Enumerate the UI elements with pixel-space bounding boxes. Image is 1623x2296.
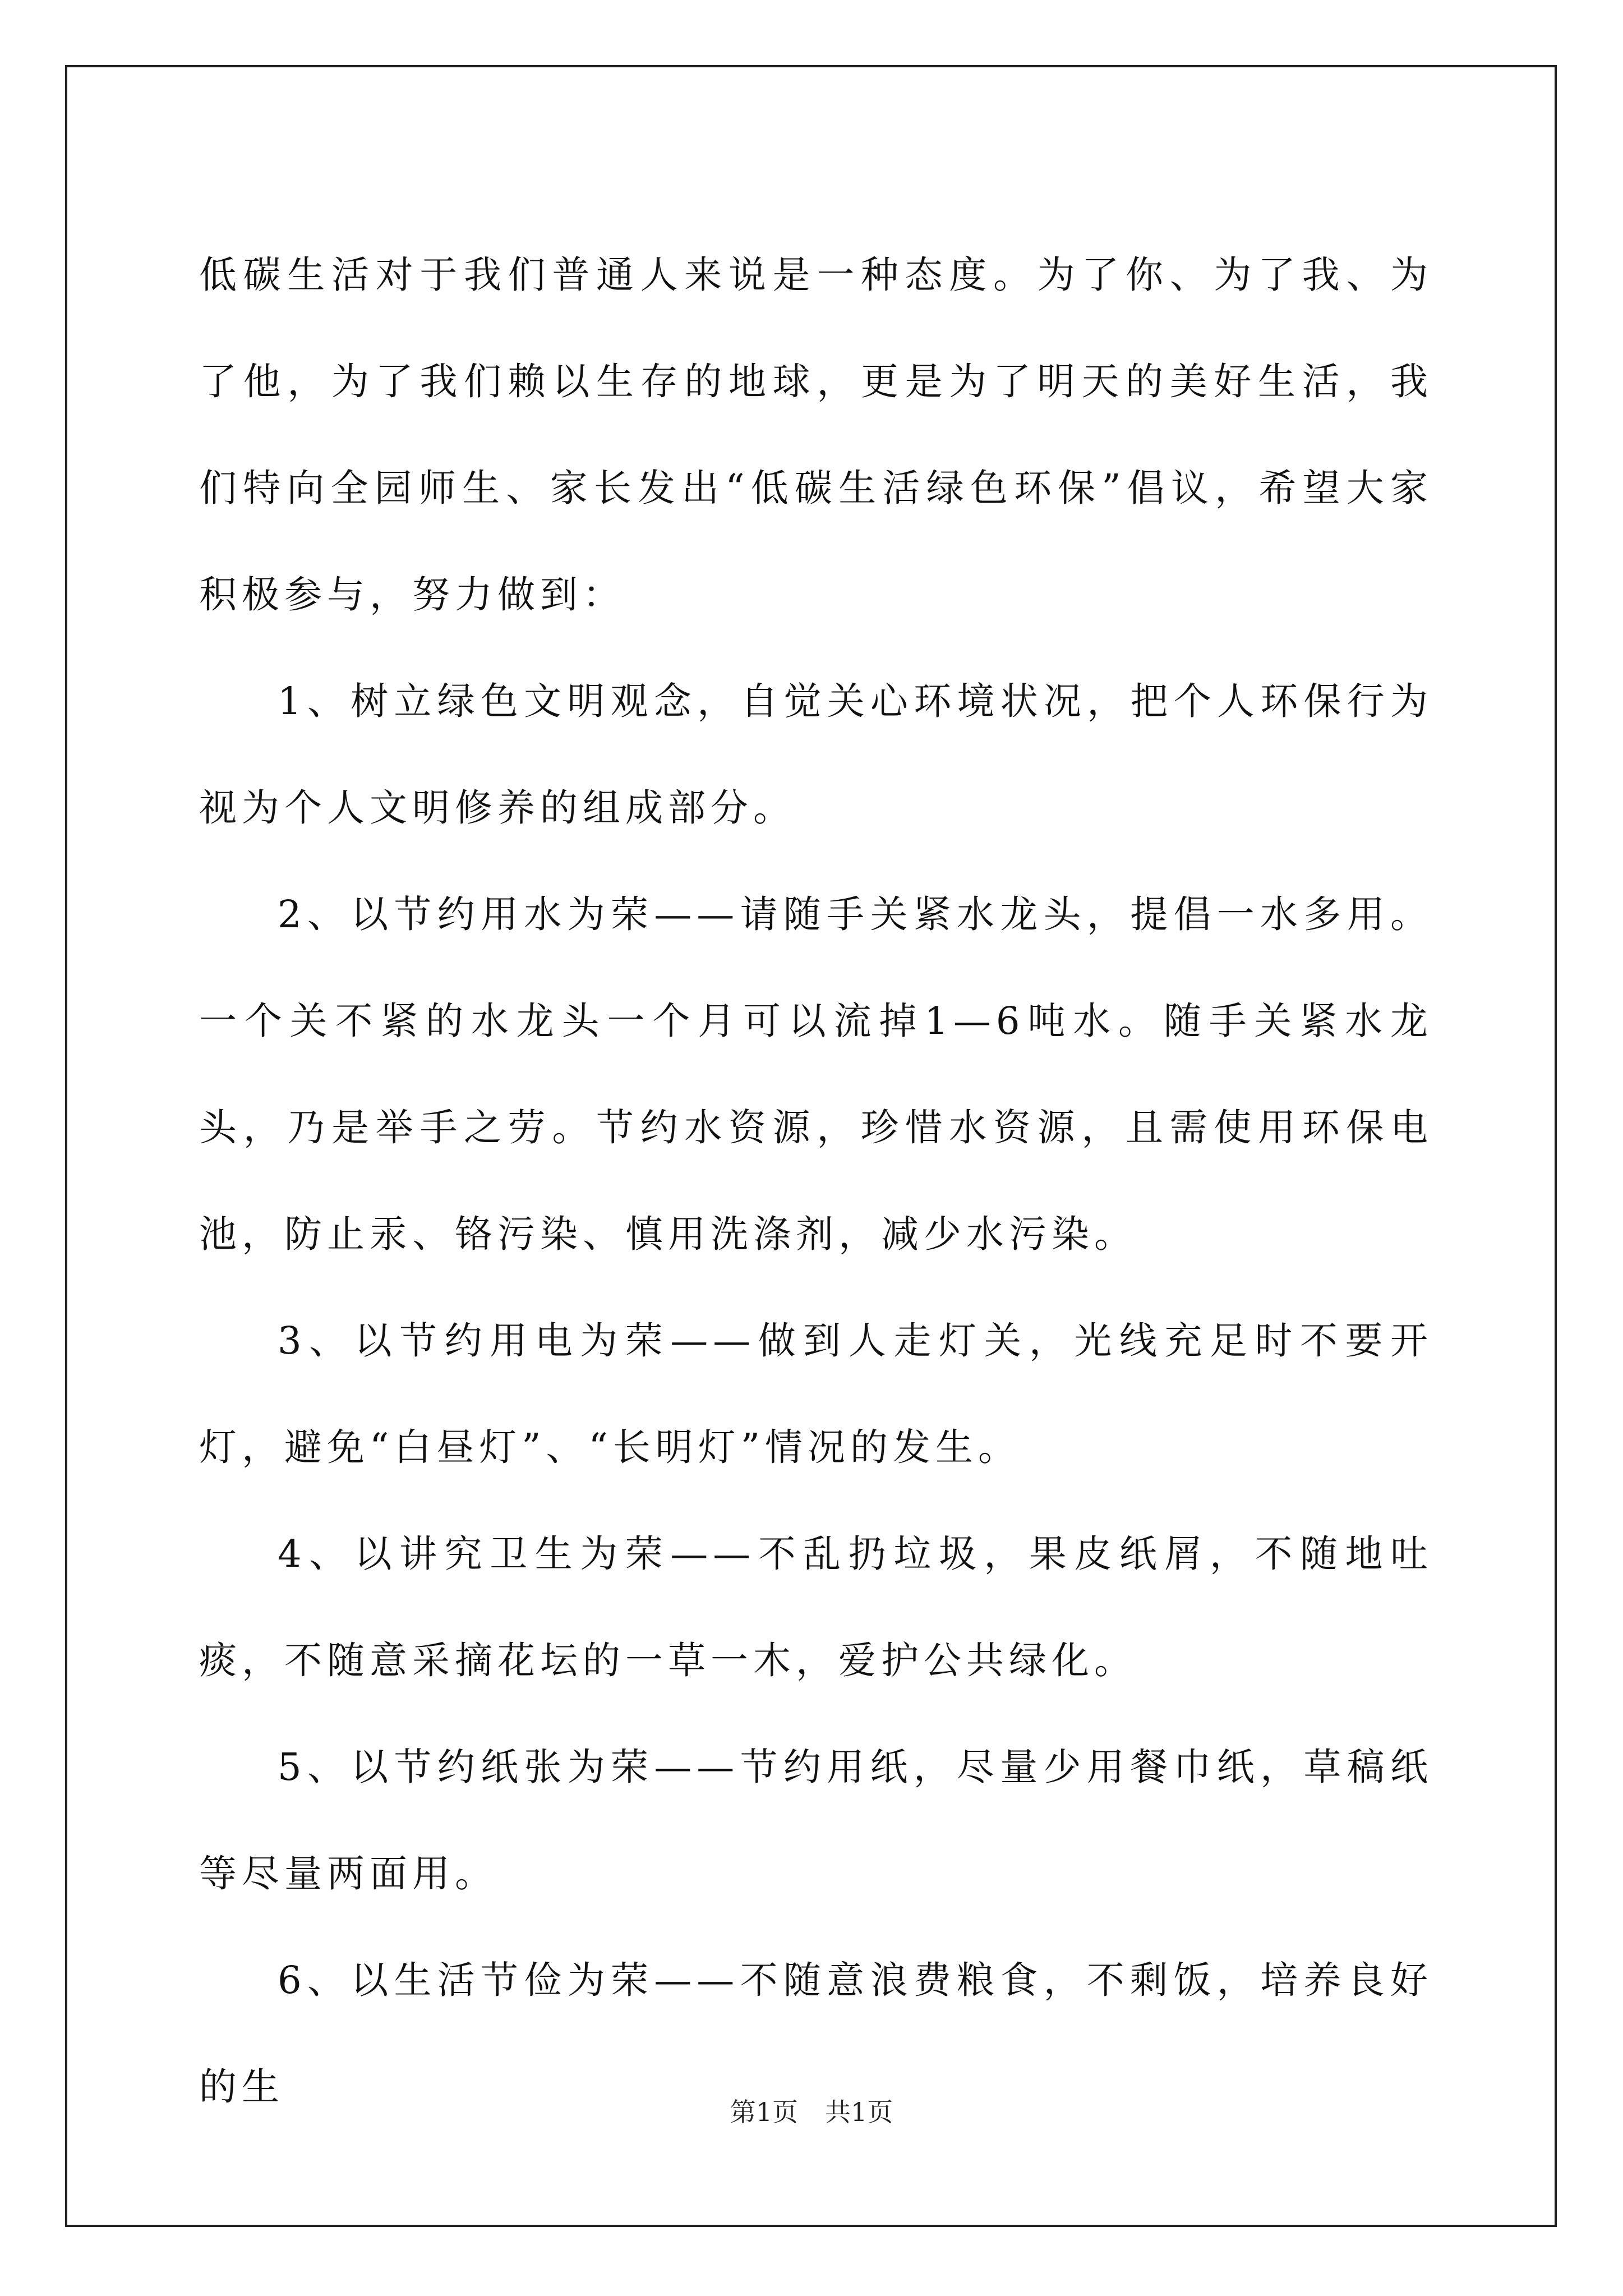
page-number-total: 共1页 <box>825 2097 893 2127</box>
page-number-current: 第1页 <box>730 2097 798 2127</box>
paragraph-item-1: 1、树立绿色文明观念，自觉关心环境状况，把个人环保行为视为个人文明修养的组成部分。 <box>199 679 1433 830</box>
paragraph-item-5: 5、以节约纸张为荣——节约用纸，尽量少用餐巾纸，草稿纸等尽量两面用。 <box>199 1745 1433 1895</box>
paragraph-item-4: 4、以讲究卫生为荣——不乱扔垃圾，果皮纸屑，不随地吐痰，不随意采摘花坛的一草一木，爱护公共绿化。 <box>199 1532 1433 1682</box>
page-footer <box>0 2095 1623 2129</box>
document-body <box>199 222 1433 2140</box>
paragraph-item-2: 2、以节约用水为荣——请随手关紧水龙头，提倡一水多用。一个关不紧的水龙头一个月可以流掉1—6吨水。随手关紧水龙头，乃是举手之劳。节约水资源，珍惜水资源，且需使用环保电池，防止汞、铬污染、慎用洗涤剂，减少水污染。 <box>199 892 1433 1256</box>
paragraph-item-3: 3、以节约用电为荣——做到人走灯关，光线充足时不要开灯，避免“白昼灯”、“长明灯”情况的发生。 <box>199 1319 1433 1469</box>
paragraph-item-6: 6、以生活节俭为荣——不随意浪费粮食，不剩饭，培养良好的生 <box>199 1958 1433 2109</box>
paragraph-intro: 低碳生活对于我们普通人来说是一种态度。为了你、为了我、为了他，为了我们赖以生存的地球，更是为了明天的美好生活，我们特向全园师生、家长发出“低碳生活绿色环保”倡议，希望大家积极参与，努力做到： <box>199 253 1433 616</box>
